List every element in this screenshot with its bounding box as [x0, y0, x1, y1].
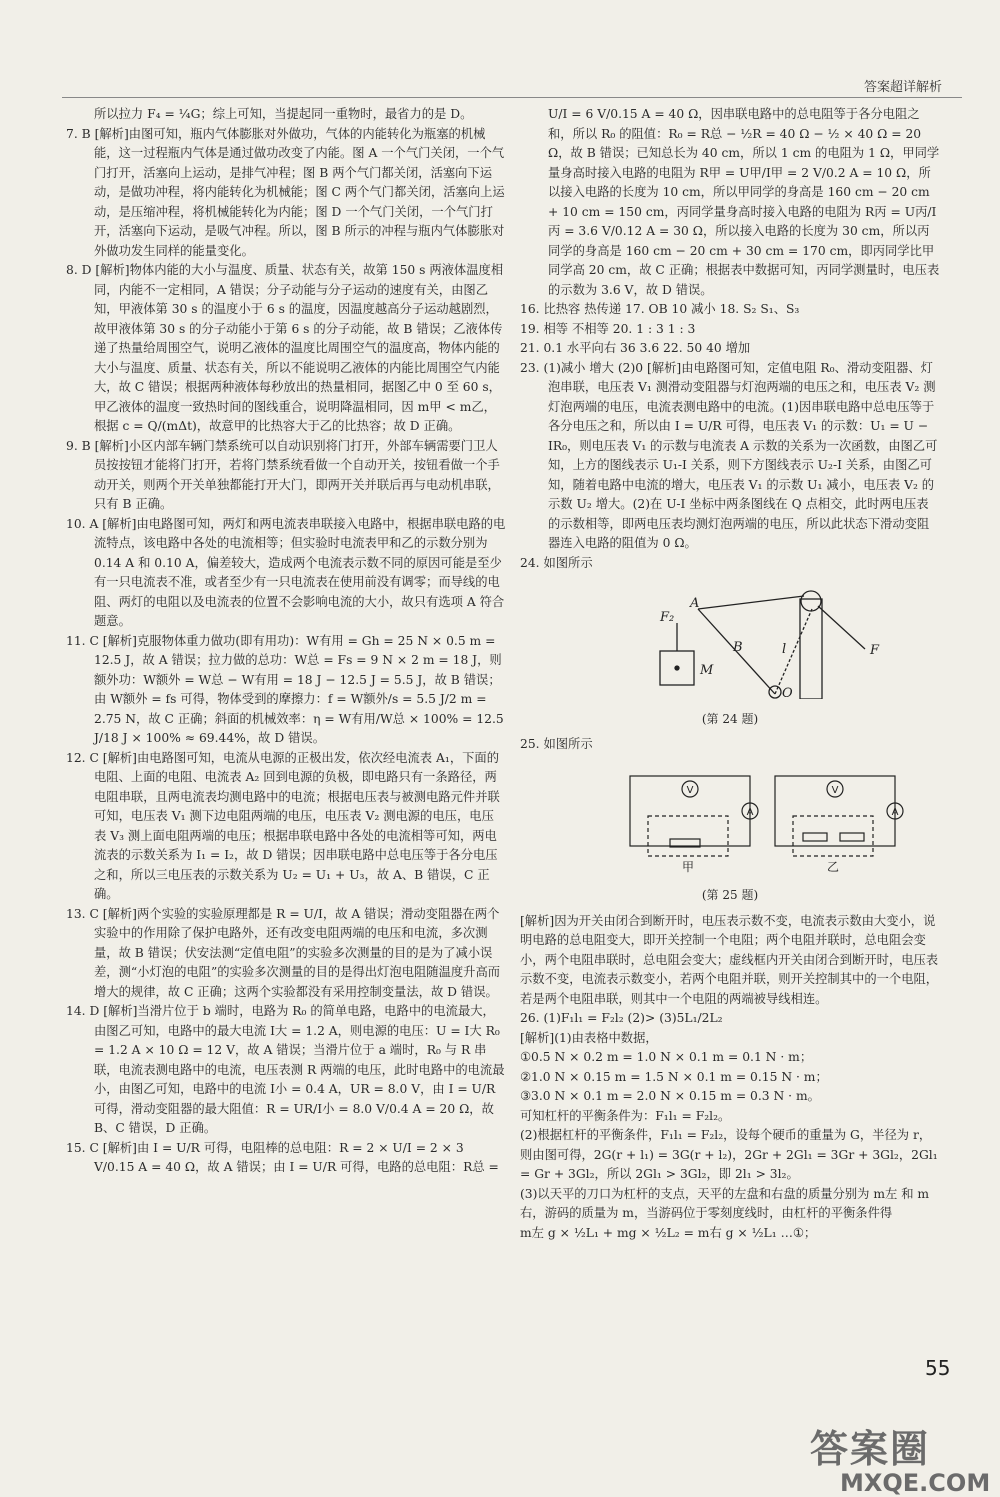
a-label-yi: A	[891, 806, 899, 818]
answer-line: 所以拉力 F₄ = ¼G；综上可知，当提起同一重物时，最省力的是 D。	[94, 107, 473, 121]
answer-25: 25. 如图所示	[520, 737, 593, 751]
label-l: l	[782, 642, 787, 657]
pulley	[801, 591, 821, 611]
analysis-26-equation: m左 g × ½L₁ + mg × ½L₂ = m右 g × ½L₁ …①；	[520, 1225, 817, 1240]
figure-24	[520, 579, 940, 706]
left-column	[66, 105, 506, 1178]
answer-7: 7. B [解析]由图可知，瓶内气体膨胀对外做功，气体的内能转化为瓶塞的机械能，这一过程瓶内气体是通过做功改变了内能。图 A 一个气门关闭，一个气门打开，活塞向上运动，是排气冲程；图 B 两个气门都关闭，活塞向下运动，是做功冲程，将内能转化为机械能；图 C 两个气门都关闭，活塞向上运动，是压缩冲程，将机械能转化为内能；图 D 一个气门关闭，一个气门打开，活塞向下运动，是吸气冲程。所以，图 B 所示的冲程与瓶内气体膨胀对外做功发生同样的能量变化。	[66, 126, 505, 258]
label-F: F	[870, 643, 880, 658]
a-label-jia: A	[746, 806, 754, 818]
analysis-26-part2: (2)根据杠杆的平衡条件，F₁l₁ = F₂l₂，设每个硬币的重量为 G，半径为 r，则由图可得，2G(r + l₁) = 3G(r + l₂)，2Gr + 2Gl₁ = 3Gr + 3Gl₂，2Gl₁ = Gr + 3Gl₂，所以 2Gl₁ > 3Gl₂，即 2l₁ > 3l₂。	[520, 1128, 938, 1181]
pivot	[769, 686, 781, 698]
box-yi	[793, 816, 873, 856]
label-M: M	[700, 663, 714, 678]
answer-15: 15. C [解析]由 I = U/R 可得，电阻棒的总电阻：R = 2 × U/I = 2 × 3 V/0.15 A = 40 Ω，故 A 错误；由 I = U/R 可得，电路的总电阻：R总 =	[66, 1140, 499, 1174]
answer-11: 11. C [解析]克服物体重力做功(即有用功)：W有用 = Gh = 25 N × 0.5 m = 12.5 J，故 A 错误；拉力做的总功：W总 = Fs = 9 N × 2 m = 18 J，则额外功：W额外 = W总 − W有用 = 18 J − 12.5 J = 5.5 J，故 B 错误；由 W额外 = fs 可得，物体受到的摩擦力：f = W额外/s = 5.5 J/2 m = 2.75 N，故 C 正确；斜面的机械效率：η = W有用/W总 × 100% = 12.5 J/18 J × 100% ≈ 69.44%，故 D 错误。	[66, 633, 504, 745]
v-label-jia: V	[686, 784, 694, 796]
page-number: 55	[925, 1356, 951, 1380]
right-column	[520, 105, 940, 1243]
analysis-25: [解析]因为开关由闭合到断开时，电压表示数不变，电流表示数由大变小，说明电路的总电阻变大，即开关控制一个电阻；两个电阻并联时，总电阻会变小，两个电阻串联时，总电阻会变大；虚线框内开关由闭合到断开时，电压表示数不变，电流表示数变小，若两个电阻并联，则开关控制其中的一个电阻，若是两个电阻串联，则其中一个电阻的两端被导线相连。	[520, 913, 939, 1006]
watermark-logo	[810, 1418, 990, 1497]
label-O: O	[782, 686, 793, 699]
rope	[698, 596, 804, 609]
analysis-26-conclusion: 可知杠杆的平衡条件为：F₁l₁ = F₂l₂。	[520, 1108, 731, 1123]
answer-23: 23. (1)减小 增大 (2)0 [解析]由电路图可知，定值电阻 R₀、滑动变阻器、灯泡串联，电压表 V₁ 测滑动变阻器与灯泡两端的电压之和，电压表 V₂ 测灯泡两端的电压，电流表测电路中的电流。(1)因串联电路中总电压等于各分电压之和，所以由 I = U/R 可得，电压表 V₁ 的示数：U₁ = U − IR₀，则电压表 V₁ 的示数与电流表 A 示数的关系为一次函数，由图乙可知，上方的图线表示 U₁-I 关系，则下方图线表示 U₂-I 关系，由图乙可知，随着电路中电流的增大，电压表 V₁ 的示数 U₁ 减小，电压表 V₂ 的示数 U₂ 增大。(2)在 U-I 坐标中两条图线在 Q 点相交，此时两电压表的示数相等，即两电压表均测灯泡两端的电压，所以此状态下滑动变阻器连入电路的阻值为 0 Ω。	[520, 360, 938, 550]
force-f-arrow	[818, 606, 865, 649]
label-B: B	[733, 640, 743, 655]
watermark-url: MXQE.COM	[840, 1469, 991, 1497]
page-header-title: 答案超详解析	[863, 80, 942, 95]
answer-10: 10. A [解析]由电路图可知，两灯和两电流表串联接入电路中，根据串联电路的电流特点，该电路中各处的电流相等；但实验时电流表甲和乙的示数分别为 0.14 A 和 0.10 A，偏差较大，造成两个电流表示数不同的原因可能是至少有一只电流表不准，或者至少有一只电流表在使用前没有调零；而导线的电阻、两灯的电阻以及电流表的位置不会影响电流的大小，故只有选项 A 符合题意。	[66, 516, 506, 628]
resistor-yi-2	[840, 833, 864, 841]
analysis-26-2: ②1.0 N × 0.15 m = 1.5 N × 0.1 m = 0.15 N · m；	[520, 1069, 828, 1084]
label-F2: F₂	[660, 610, 675, 625]
label-yi: 乙	[826, 859, 840, 874]
answer-21-22: 21. 0.1 水平向右 36 3.6 22. 50 40 增加	[520, 341, 751, 355]
figure-25	[520, 761, 940, 883]
header-divider	[62, 97, 962, 98]
answer-12: 12. C [解析]由电路图可知，电流从电源的正极出发，依次经电流表 A₁，下面的电阻、上面的电阻、电流表 A₂ 回到电源的负极，即电路只有一条路径，两电阻串联，且两电流表均测电路中的电流；根据电压表与被测电路元件并联可知，电压表 V₁ 测下边电阻两端的电压，电压表 V₂ 测电源的电压，电压表 V₃ 测上面电阻两端的电压；根据串联电路中各处的电流相等可知，两电流表的示数关系为 I₁ = I₂，故 D 错误；因串联电路中总电压等于各分电压之和，所以三电压表的示数关系为 U₂ = U₁ + U₃，故 A、B 错误，C 正确。	[66, 750, 500, 901]
v-label-yi: V	[831, 784, 839, 796]
answer-15-cont: U/I = 6 V/0.15 A = 40 Ω，因串联电路中的总电阻等于各分电阻之和，所以 R₀ 的阻值：R₀ = R总 − ½R = 40 Ω − ½ × 40 Ω = 20 Ω，故 B 错误；已知总长为 40 cm，所以 1 cm 的电阻为 1 Ω，甲同学量身高时接入电路的电阻为 R甲 = U甲/I甲 = 2 V/0.2 A = 10 Ω，所以接入电路的长度为 10 cm，所以甲同学的身高是 160 cm − 20 cm + 10 cm = 150 cm，丙同学量身高时接入电路的电阻为 R丙 = U丙/I丙 = 3.6 V/0.12 A = 30 Ω，所以接入电路的长度为 30 cm，所以丙同学的身高是 160 cm − 20 cm + 30 cm = 170 cm，即丙同学比甲同学高 20 cm，故 C 正确；根据表中数据可知，丙同学测量时，电压表的示数为 3.6 V，故 D 错误。	[548, 107, 940, 297]
label-A: A	[690, 596, 700, 611]
answer-13: 13. C [解析]两个实验的实验原理都是 R = U/I，故 A 错误；滑动变阻器在两个实验中的作用除了保护电路外，还有改变电阻两端的电压和电流，多次测量，故 B 错误；伏安法测“定值电阻”的实验多次测量的目的是为了减小误差，测“小灯泡的电阻”的实验多次测量的目的是得出灯泡电阻随温度升高而增大的规律，故 C 正确；这两个实验都没有采用控制变量法，故 D 错误。	[66, 906, 501, 999]
moment-arm-l	[775, 609, 812, 694]
figure-24-caption: (第 24 题)	[701, 711, 759, 726]
answer-19-20: 19. 相等 不相等 20. 1 : 3 1 : 3	[520, 321, 696, 336]
answer-26: 26. (1)F₁l₁ = F₂l₂ (2)> (3)5L₁/2L₂	[520, 1011, 723, 1025]
analysis-26-part3: (3)以天平的刀口为杠杆的支点，天平的左盘和右盘的质量分别为 m左 和 m右，游码的质量为 m，当游码位于零刻度线时，由杠杆的平衡条件得	[520, 1186, 930, 1220]
resistor-yi-1	[803, 833, 827, 841]
weight-dot	[675, 666, 679, 670]
pole	[800, 599, 822, 699]
answer-8: 8. D [解析]物体内能的大小与温度、质量、状态有关，故第 150 s 两液体温度相同，内能不一定相同，A 错误；分子动能与分子运动的速度有关，由图乙知，甲液体第 30 s 的温度小于 6 s 的温度，因温度越高分子运动越剧烈，故甲液体第 30 s 的分子动能小于第 6 s 的分子动能，故 B 错误；乙液体传递了热量给周围空气，说明乙液体的温度比周围空气的温度高，物体内能的大小与温度、质量、状态有关，所以不能说明乙液体的内能比周围空气内能大，故 C 错误；根据两种液体每秒放出的热量相同，据图乙中 0 至 60 s，甲乙液体的温度一致热时间的图线重合，说明降温相同，因 m甲 < m乙，根据 c = Q/(mΔt)，故意甲的比热容大于乙的比热容；故 D 正确。	[66, 263, 504, 433]
answer-9: 9. B [解析]小区内部车辆门禁系统可以自动识别将门打开，外部车辆需要门卫人员按按钮才能将门打开，若将门禁系统看做一个自动开关，按钮看做一个手动开关，则两个开关单独都能打开大门，即两开关并联后再与电动机串联，只有 B 正确。	[66, 438, 500, 511]
figure-25-caption: (第 25 题)	[701, 888, 759, 902]
label-jia: 甲	[681, 859, 695, 874]
analysis-26-3: ③3.0 N × 0.1 m = 2.0 N × 0.15 m = 0.3 N · m。	[520, 1089, 820, 1103]
answer-16-18: 16. 比热容 热传递 17. OB 10 减小 18. S₂ S₁、S₃	[520, 302, 800, 316]
answer-14: 14. D [解析]当滑片位于 b 端时，电路为 R₀ 的简单电路，电路中的电流最大，由图乙可知，电路中的最大电流 I大 = 1.2 A，则电源的电压：U = I大 R₀ = 1.2 A × 10 Ω = 12 V，故 A 错误；当滑片位于 a 端时，R₀ 与 R 串联，电流表测电路中的电流，电压表测 R 两端的电压，此时电路中的电流最小，由图乙可知，电路中的电流 I小 = 0.4 A，UR = 8.0 V，由 I = U/R 可得，滑动变阻器的最大阻值：R = UR/I小 = 8.0 V/0.4 A = 20 Ω，故 B、C 错误，D 正确。	[66, 1004, 505, 1135]
answer-24: 24. 如图所示	[520, 555, 593, 570]
box-jia	[648, 816, 728, 856]
analysis-26-1: ①0.5 N × 0.2 m = 1.0 N × 0.1 m = 0.1 N · m；	[520, 1050, 813, 1064]
analysis-26: [解析](1)由表格中数据，	[520, 1030, 658, 1045]
watermark-top: 答案圈	[810, 1427, 931, 1471]
